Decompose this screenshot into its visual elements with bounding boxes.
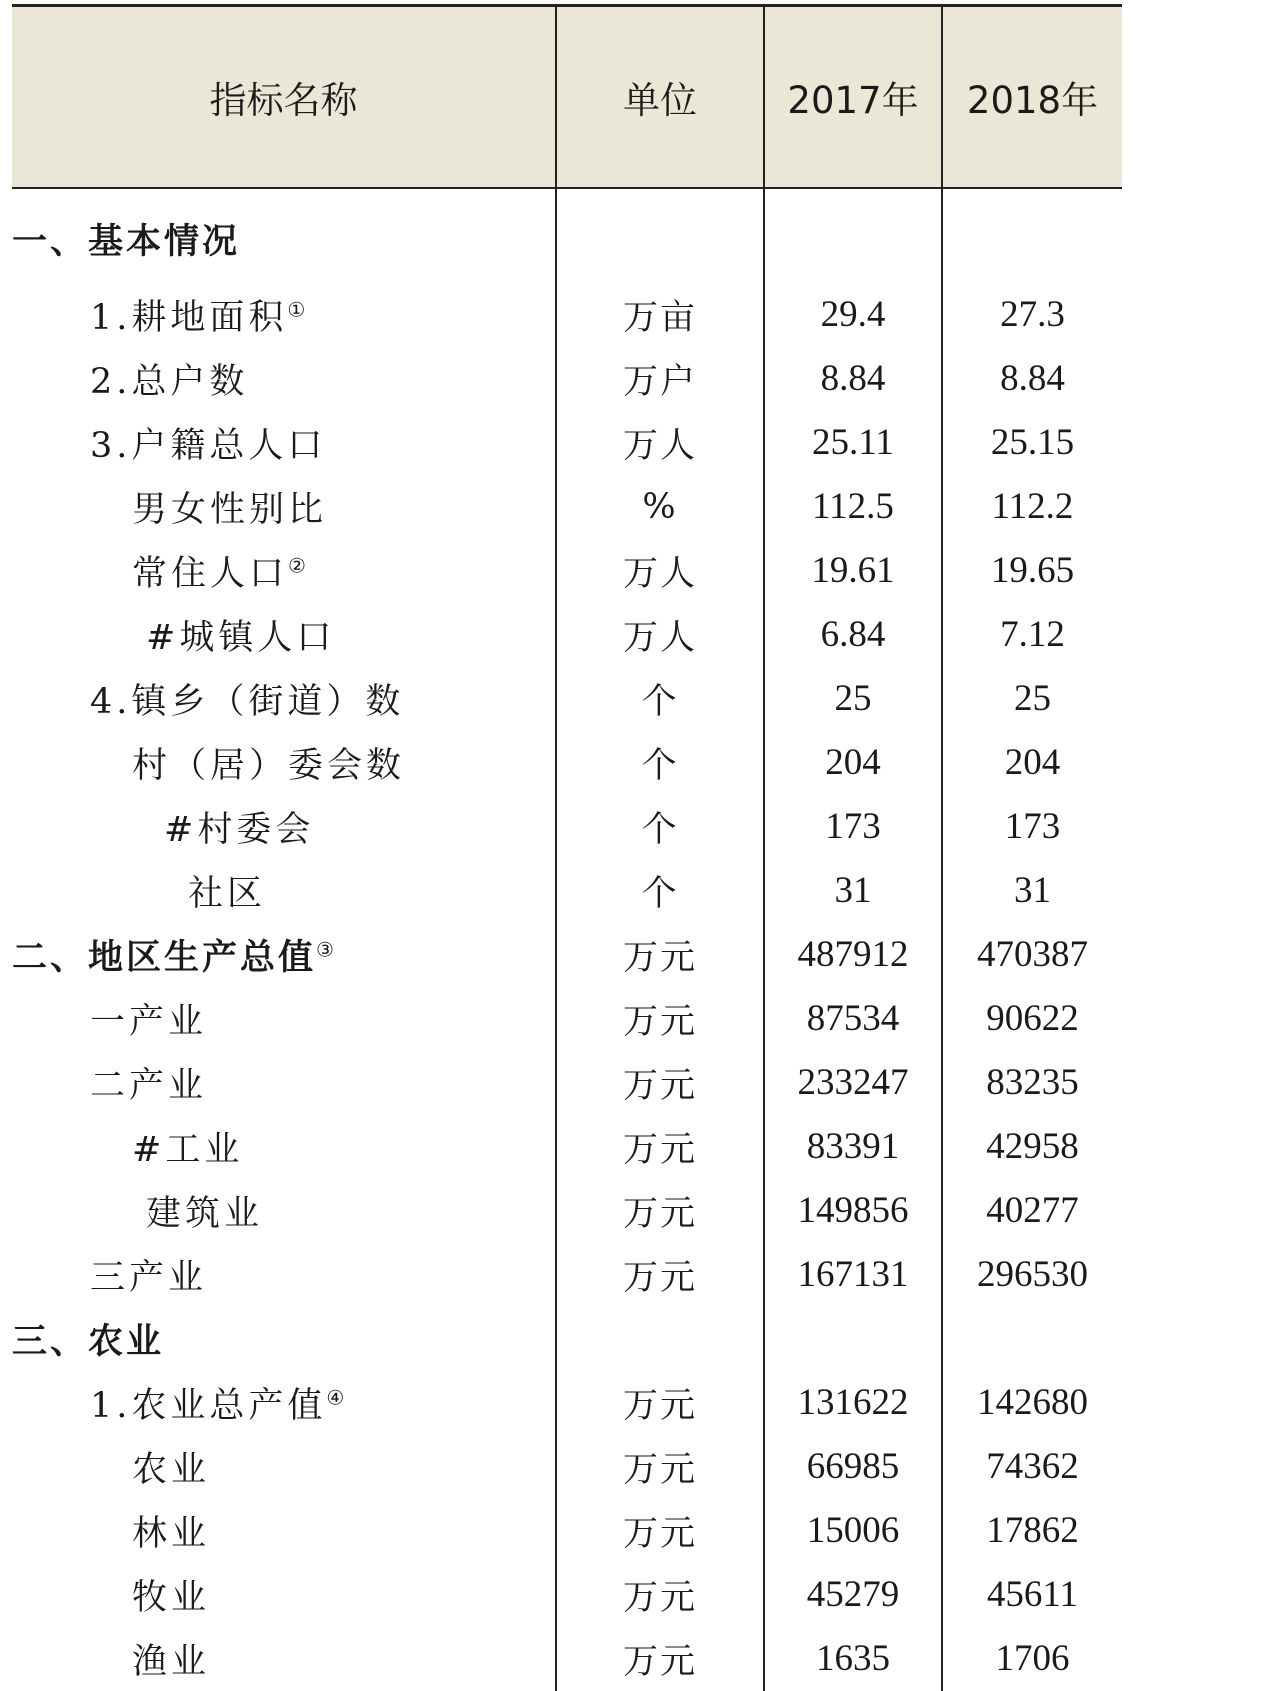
table-row: [12, 411, 1122, 475]
row-value-2017: 87534: [764, 987, 942, 1051]
table-row: [12, 731, 1122, 795]
table-row: [12, 188, 1122, 283]
row-unit: 万元: [556, 1051, 764, 1115]
row-indicator-name: [12, 475, 556, 539]
row-value-2018: 25: [942, 667, 1122, 731]
row-value-2017: 8.84: [764, 347, 942, 411]
row-value-2017: 31: [764, 859, 942, 923]
row-value-2017: 173: [764, 795, 942, 859]
row-value-2017: [764, 1307, 942, 1371]
table-row: [12, 1371, 1122, 1435]
row-unit: [556, 188, 764, 283]
row-value-2017: 167131: [764, 1243, 942, 1307]
row-value-2018: 90622: [942, 987, 1122, 1051]
row-value-2017: 66985: [764, 1435, 942, 1499]
row-unit: 万元: [556, 923, 764, 987]
table-header: [12, 6, 1122, 188]
table-row: [12, 283, 1122, 347]
indicator-label: 牧业: [132, 1577, 211, 1618]
row-value-2018: 27.3: [942, 283, 1122, 347]
row-indicator-name: [12, 1499, 556, 1563]
row-indicator-name: [12, 347, 556, 411]
row-unit: 万元: [556, 1435, 764, 1499]
row-unit: 万亩: [556, 283, 764, 347]
row-indicator-name: [12, 1115, 556, 1179]
table-row: [12, 347, 1122, 411]
row-value-2018: 74362: [942, 1435, 1122, 1499]
header-unit: 单位: [556, 6, 764, 188]
footnote-marker: ①: [287, 296, 306, 321]
row-value-2018: 296530: [942, 1243, 1122, 1307]
row-indicator-name: [12, 1179, 556, 1243]
row-value-2017: [764, 188, 942, 283]
row-unit: 个: [556, 731, 764, 795]
row-value-2017: 149856: [764, 1179, 942, 1243]
indicator-label: 林业: [132, 1513, 211, 1554]
row-value-2018: 112.2: [942, 475, 1122, 539]
row-value-2017: 45279: [764, 1563, 942, 1627]
row-unit: 万元: [556, 1499, 764, 1563]
row-value-2018: 7.12: [942, 603, 1122, 667]
indicator-label: 常住人口: [132, 553, 289, 594]
row-unit: 个: [556, 667, 764, 731]
indicator-label: 二、地区生产总值: [12, 936, 317, 978]
row-indicator-name: [12, 1627, 556, 1691]
indicator-label: #城镇人口: [146, 617, 336, 658]
row-value-2017: 25: [764, 667, 942, 731]
row-indicator-name: [12, 1243, 556, 1307]
row-value-2018: 1706: [942, 1627, 1122, 1691]
row-value-2017: 131622: [764, 1371, 942, 1435]
row-unit: %: [556, 475, 764, 539]
indicator-label: #工业: [132, 1129, 244, 1170]
table-row: [12, 603, 1122, 667]
row-unit: [556, 1307, 764, 1371]
indicator-label: 社区: [188, 873, 267, 914]
indicator-label: 1.农业总产值: [90, 1385, 327, 1426]
table-row: [12, 1307, 1122, 1371]
indicator-label: 3.户籍总人口: [90, 425, 327, 466]
indicator-label: 一产业: [90, 1001, 208, 1042]
row-indicator-name: [12, 1051, 556, 1115]
row-value-2017: 1635: [764, 1627, 942, 1691]
row-indicator-name: [12, 1371, 556, 1435]
footnote-marker: ②: [288, 552, 306, 577]
indicator-label: 4.镇乡（街道）数: [90, 681, 405, 722]
row-unit: 万人: [556, 603, 764, 667]
row-value-2017: 112.5: [764, 475, 942, 539]
row-value-2017: 25.11: [764, 411, 942, 475]
table-row: [12, 1051, 1122, 1115]
row-value-2018: 19.65: [942, 539, 1122, 603]
row-value-2018: 173: [942, 795, 1122, 859]
table-row: [12, 1243, 1122, 1307]
indicator-label: 1.耕地面积: [90, 297, 288, 338]
indicator-label: 建筑业: [146, 1193, 264, 1234]
row-value-2017: 15006: [764, 1499, 942, 1563]
indicator-label: 村（居）委会数: [132, 745, 406, 786]
table-row: [12, 1179, 1122, 1243]
row-value-2017: 204: [764, 731, 942, 795]
row-unit: 个: [556, 859, 764, 923]
row-value-2018: 45611: [942, 1563, 1122, 1627]
header-year-2017: 2017年: [764, 6, 942, 188]
table-row: [12, 1499, 1122, 1563]
row-value-2018: 470387: [942, 923, 1122, 987]
row-indicator-name: [12, 923, 556, 987]
header-indicator-name: 指标名称: [12, 6, 556, 188]
row-unit: 个: [556, 795, 764, 859]
indicator-label: 三产业: [90, 1257, 208, 1298]
row-value-2017: 487912: [764, 923, 942, 987]
table-row: [12, 539, 1122, 603]
row-value-2018: 17862: [942, 1499, 1122, 1563]
row-value-2018: [942, 1307, 1122, 1371]
row-unit: 万户: [556, 347, 764, 411]
footnote-marker: ④: [326, 1384, 345, 1409]
row-value-2018: 42958: [942, 1115, 1122, 1179]
indicator-label: 一、基本情况: [12, 220, 241, 262]
indicator-label: 2.总户数: [90, 361, 249, 402]
row-value-2017: 29.4: [764, 283, 942, 347]
row-value-2017: 6.84: [764, 603, 942, 667]
row-indicator-name: [12, 1563, 556, 1627]
statistics-table-container: [12, 4, 1122, 1691]
row-unit: 万元: [556, 1243, 764, 1307]
row-indicator-name: [12, 411, 556, 475]
table-row: [12, 475, 1122, 539]
row-unit: 万人: [556, 539, 764, 603]
row-indicator-name: [12, 731, 556, 795]
table-row: [12, 859, 1122, 923]
row-unit: 万人: [556, 411, 764, 475]
row-unit: 万元: [556, 1115, 764, 1179]
row-value-2017: 83391: [764, 1115, 942, 1179]
row-indicator-name: [12, 667, 556, 731]
table-row: [12, 795, 1122, 859]
row-value-2018: [942, 188, 1122, 283]
table-row: [12, 1627, 1122, 1691]
row-unit: 万元: [556, 1627, 764, 1691]
header-year-2018: 2018年: [942, 6, 1122, 188]
table-row: [12, 1435, 1122, 1499]
table-row: [12, 1115, 1122, 1179]
indicator-label: 男女性别比: [132, 489, 328, 530]
row-indicator-name: [12, 283, 556, 347]
row-value-2017: 19.61: [764, 539, 942, 603]
row-unit: 万元: [556, 987, 764, 1051]
indicator-label: 二产业: [90, 1065, 208, 1106]
row-value-2018: 142680: [942, 1371, 1122, 1435]
table-row: [12, 923, 1122, 987]
row-unit: 万元: [556, 1563, 764, 1627]
row-value-2018: 31: [942, 859, 1122, 923]
row-indicator-name: [12, 795, 556, 859]
row-indicator-name: [12, 539, 556, 603]
indicator-label: #村委会: [164, 809, 315, 850]
row-unit: 万元: [556, 1371, 764, 1435]
table-row: [12, 987, 1122, 1051]
table-body: [12, 188, 1122, 1691]
header-row: [12, 6, 1122, 188]
row-indicator-name: [12, 603, 556, 667]
indicator-label: 三、农业: [12, 1320, 165, 1362]
row-value-2017: 233247: [764, 1051, 942, 1115]
indicator-label: 农业: [132, 1449, 211, 1490]
row-indicator-name: [12, 1435, 556, 1499]
row-indicator-name: [12, 188, 556, 283]
row-value-2018: 204: [942, 731, 1122, 795]
table-row: [12, 667, 1122, 731]
row-indicator-name: [12, 1307, 556, 1371]
indicator-label: 渔业: [132, 1641, 211, 1682]
footnote-marker: ③: [316, 936, 334, 961]
row-value-2018: 8.84: [942, 347, 1122, 411]
row-value-2018: 83235: [942, 1051, 1122, 1115]
row-indicator-name: [12, 987, 556, 1051]
row-value-2018: 25.15: [942, 411, 1122, 475]
row-unit: 万元: [556, 1179, 764, 1243]
table-row: [12, 1563, 1122, 1627]
statistics-table: [12, 4, 1122, 1691]
row-indicator-name: [12, 859, 556, 923]
row-value-2018: 40277: [942, 1179, 1122, 1243]
